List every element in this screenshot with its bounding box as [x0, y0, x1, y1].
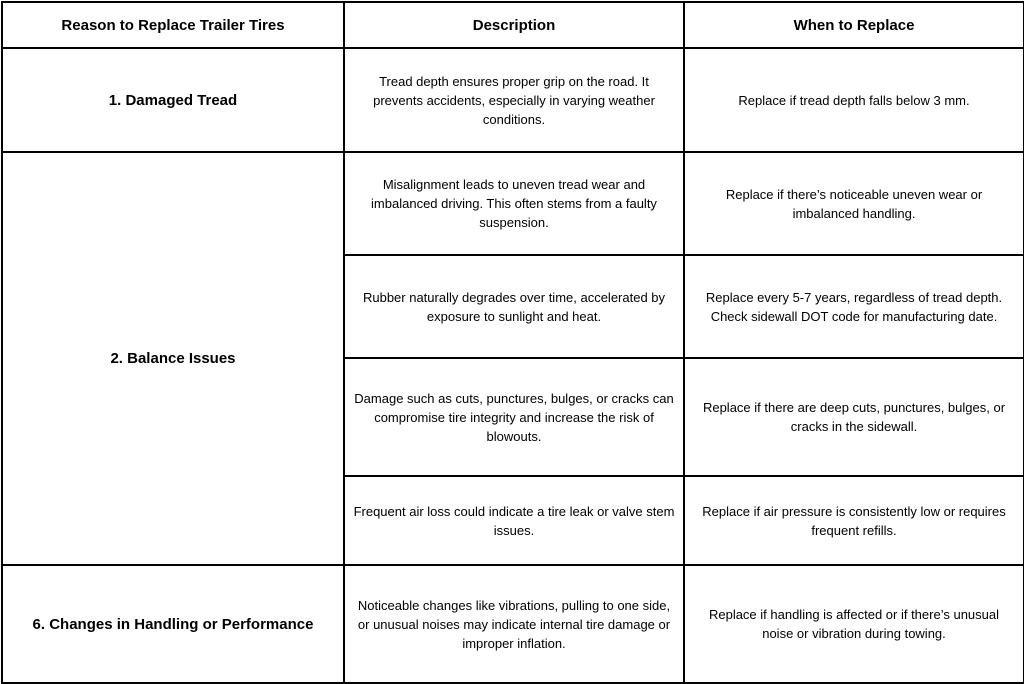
when-cell: Replace every 5-7 years, regardless of tread depth. Check sidewall DOT code for manufacturing date. — [684, 255, 1024, 358]
description-cell: Rubber naturally degrades over time, accelerated by exposure to sunlight and heat. — [344, 255, 684, 358]
description-cell: Misalignment leads to uneven tread wear and imbalanced driving. This often stems from a faulty suspension. — [344, 152, 684, 255]
description-cell: Damage such as cuts, punctures, bulges, or cracks can compromise tire integrity and increase the risk of blowouts. — [344, 358, 684, 476]
when-cell: Replace if tread depth falls below 3 mm. — [684, 48, 1024, 152]
header-when: When to Replace — [684, 2, 1024, 48]
table-row — [2, 48, 1024, 152]
when-cell: Replace if handling is affected or if there’s unusual noise or vibration during towing. — [684, 565, 1024, 683]
description-cell: Frequent air loss could indicate a tire leak or valve stem issues. — [344, 476, 684, 565]
header-row — [2, 2, 1024, 48]
header-description: Description — [344, 2, 684, 48]
when-cell: Replace if there are deep cuts, punctures, bulges, or cracks in the sidewall. — [684, 358, 1024, 476]
table-row — [2, 152, 1024, 255]
description-cell: Tread depth ensures proper grip on the road. It prevents accidents, especially in varying weather conditions. — [344, 48, 684, 152]
header-reason: Reason to Replace Trailer Tires — [2, 2, 344, 48]
tire-replacement-table — [1, 1, 1024, 684]
when-cell: Replace if there’s noticeable uneven wear or imbalanced handling. — [684, 152, 1024, 255]
when-cell: Replace if air pressure is consistently low or requires frequent refills. — [684, 476, 1024, 565]
reason-cell: 2. Balance Issues — [2, 152, 344, 565]
reason-cell: 1. Damaged Tread — [2, 48, 344, 152]
table-row — [2, 565, 1024, 683]
description-cell: Noticeable changes like vibrations, pulling to one side, or unusual noises may indicate internal tire damage or improper inflation. — [344, 565, 684, 683]
reason-cell: 6. Changes in Handling or Performance — [2, 565, 344, 683]
